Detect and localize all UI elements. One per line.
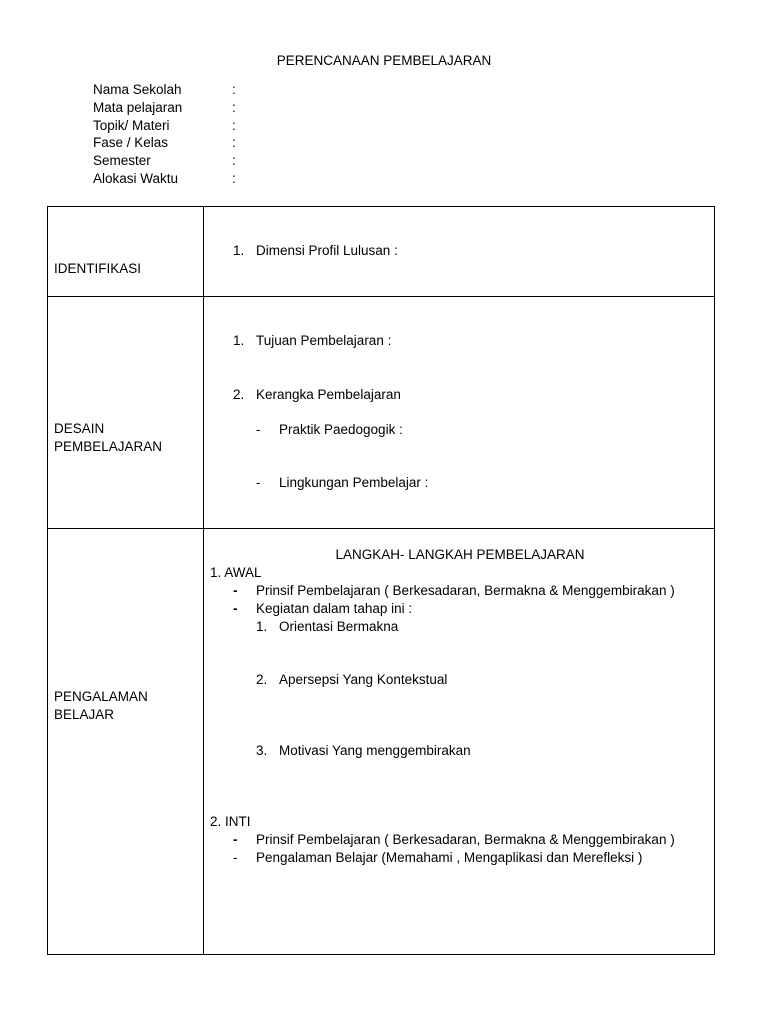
inti-prinsip: Prinsif Pembelajaran ( Berkesadaran, Bermakna & Menggembirakan ) bbox=[256, 832, 675, 847]
row-label-identifikasi: IDENTIFIKASI bbox=[54, 261, 142, 276]
info-label-nama-sekolah: Nama Sekolah bbox=[93, 82, 182, 97]
page-title: PERENCANAAN PEMBELAJARAN bbox=[276, 53, 492, 68]
row-label-desain: DESAIN bbox=[54, 421, 105, 436]
row-label-belajar: BELAJAR bbox=[54, 707, 115, 722]
row-label-pengalaman: PENGALAMAN bbox=[54, 689, 148, 704]
row-label-pembelajaran: PEMBELAJARAN bbox=[54, 439, 163, 454]
info-label-topik-materi: Topik/ Materi bbox=[93, 118, 170, 133]
lingkungan-pembelajar: Lingkungan Pembelajar : bbox=[279, 475, 429, 490]
row-divider bbox=[48, 296, 714, 297]
list-number: 2. bbox=[233, 387, 245, 402]
dash-bullet: - bbox=[233, 832, 238, 847]
praktik-paedogogik: Praktik Paedogogik : bbox=[279, 422, 403, 437]
dash-bullet: - bbox=[256, 475, 261, 490]
langkah-heading: LANGKAH- LANGKAH PEMBELAJARAN bbox=[335, 547, 585, 562]
list-number: 1. bbox=[233, 243, 245, 258]
list-number: 2. bbox=[256, 672, 268, 687]
info-colon: : bbox=[232, 171, 236, 186]
info-label-mata-pelajaran: Mata pelajaran bbox=[93, 100, 183, 115]
dash-bullet: - bbox=[256, 422, 261, 437]
list-number: 3. bbox=[256, 743, 268, 758]
info-colon: : bbox=[232, 118, 236, 133]
dash-bullet: - bbox=[233, 850, 238, 865]
column-divider bbox=[203, 207, 204, 954]
planning-table bbox=[47, 206, 715, 955]
row-divider bbox=[48, 528, 714, 529]
list-number: 1. bbox=[233, 333, 245, 348]
info-label-alokasi-waktu: Alokasi Waktu bbox=[93, 171, 179, 186]
dash-bullet: - bbox=[233, 601, 238, 616]
awal-heading: 1. AWAL bbox=[210, 565, 262, 580]
motivasi-menggembirakan: Motivasi Yang menggembirakan bbox=[279, 743, 471, 758]
awal-kegiatan: Kegiatan dalam tahap ini : bbox=[256, 601, 413, 616]
dimensi-profil-lulusan: Dimensi Profil Lulusan : bbox=[256, 243, 398, 258]
info-colon: : bbox=[232, 100, 236, 115]
info-label-fase-kelas: Fase / Kelas bbox=[93, 135, 169, 150]
dash-bullet: - bbox=[233, 583, 238, 598]
info-label-semester: Semester bbox=[93, 153, 151, 168]
info-colon: : bbox=[232, 82, 236, 97]
apersepsi-kontekstual: Apersepsi Yang Kontekstual bbox=[279, 672, 448, 687]
awal-prinsip: Prinsif Pembelajaran ( Berkesadaran, Bermakna & Menggembirakan ) bbox=[256, 583, 675, 598]
tujuan-pembelajaran: Tujuan Pembelajaran : bbox=[256, 333, 392, 348]
info-colon: : bbox=[232, 135, 236, 150]
orientasi-bermakna: Orientasi Bermakna bbox=[279, 619, 399, 634]
inti-heading: 2. INTI bbox=[210, 814, 251, 829]
inti-pengalaman: Pengalaman Belajar (Memahami , Mengaplikasi dan Merefleksi ) bbox=[256, 850, 643, 865]
kerangka-pembelajaran: Kerangka Pembelajaran bbox=[256, 387, 401, 402]
list-number: 1. bbox=[256, 619, 268, 634]
info-colon: : bbox=[232, 153, 236, 168]
